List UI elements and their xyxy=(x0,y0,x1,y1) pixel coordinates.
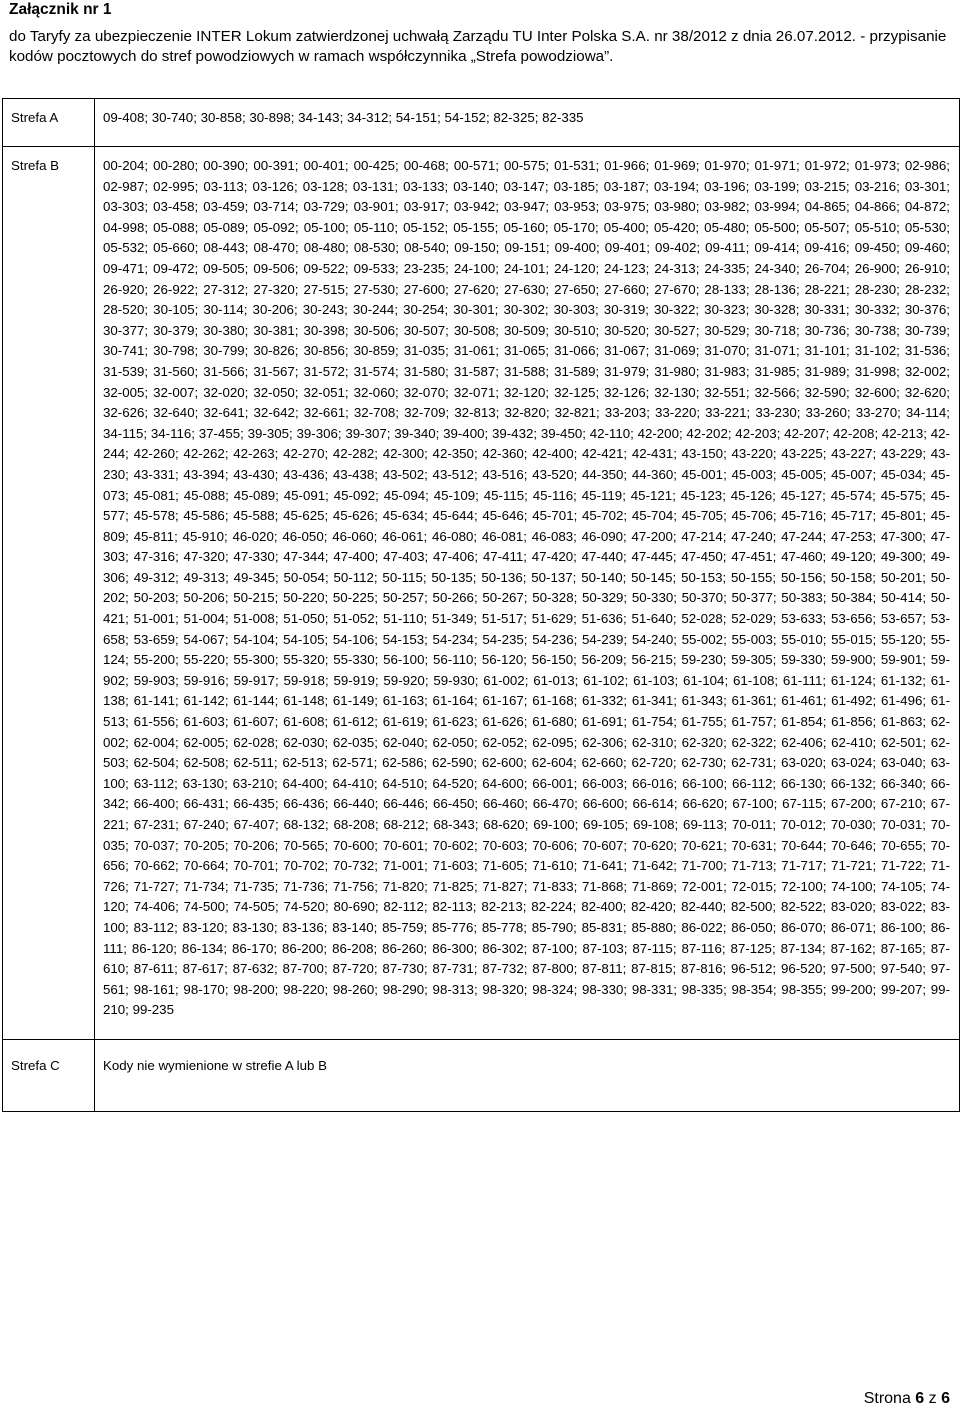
page-number-separator: z xyxy=(924,1390,942,1407)
document-subtitle: do Taryfy za ubezpieczenie INTER Lokum zatwierdzonej uchwałą Zarządu TU Inter Polska S.A. nr 38/2012 z dnia 26.07.2012. - przypisanie kodów pocztowych do stref powodziowych w ramach współczynnika „Strefa powodziowa”. xyxy=(9,28,947,65)
page-number xyxy=(864,1389,950,1409)
table-row-strefa-b xyxy=(3,147,960,1040)
zone-label-a: Strefa A xyxy=(3,99,95,147)
table-row-strefa-a xyxy=(3,99,960,147)
page-number-prefix: Strona xyxy=(863,1390,916,1407)
table-row-strefa-c xyxy=(3,1039,960,1111)
page-number-current: 6 xyxy=(915,1390,925,1407)
zone-codes-b: 00-204; 00-280; 00-390; 00-391; 00-401; 00-425; 00-468; 00-571; 00-575; 01-531; 01-966; 01-969; 01-970; 01-971; 01-972; 01-973; 02-986; 02-987; 02-995; 03-113; 03-126; 03-128; 03-131; 03-133; 03-140; 03-147; 03-185; 03-187; 03-194; 03-196; 03-199; 03-215; 03-216; 03-301; 03-303; 03-458; 03-459; 03-714; 03-729; 03-901; 03-917; 03-942; 03-947; 03-953; 03-975; 03-980; 03-982; 03-994; 04-865; 04-866; 04-872; 04-998; 05-088; 05-089; 05-092; 05-100; 05-110; 05-152; 05-155; 05-160; 05-170; 05-400; 05-420; 05-480; 05-500; 05-507; 05-510; 05-530; 05-532; 05-660; 08-443; 08-470; 08-480; 08-530; 08-540; 09-150; 09-151; 09-400; 09-401; 09-402; 09-411; 09-414; 09-416; 09-450; 09-460; 09-471; 09-472; 09-505; 09-506; 09-522; 09-533; 23-235; 24-100; 24-101; 24-120; 24-123; 24-313; 24-335; 24-340; 26-704; 26-900; 26-910; 26-920; 26-922; 27-312; 27-320; 27-515; 27-530; 27-600; 27-620; 27-630; 27-650; 27-660; 27-670; 28-133; 28-136; 28-221; 28-230; 28-232; 28-520; 30-105; 30-114; 30-206; 30-243; 30-244; 30-254; 30-301; 30-302; 30-303; 30-319; 30-322; 30-323; 30-328; 30-331; 30-332; 30-376; 30-377; 30-379; 30-380; 30-381; 30-398; 30-506; 30-507; 30-508; 30-509; 30-510; 30-520; 30-527; 30-529; 30-718; 30-736; 30-738; 30-739; 30-741; 30-798; 30-799; 30-826; 30-856; 30-859; 31-035; 31-061; 31-065; 31-066; 31-067; 31-069; 31-070; 31-071; 31-101; 31-102; 31-536; 31-539; 31-560; 31-566; 31-567; 31-572; 31-574; 31-580; 31-587; 31-588; 31-589; 31-979; 31-980; 31-983; 31-985; 31-989; 31-998; 32-002; 32-005; 32-007; 32-020; 32-050; 32-051; 32-060; 32-070; 32-071; 32-120; 32-125; 32-126; 32-130; 32-551; 32-566; 32-590; 32-600; 32-620; 32-626; 32-640; 32-641; 32-642; 32-661; 32-708; 32-709; 32-813; 32-820; 32-821; 33-203; 33-220; 33-221; 33-230; 33-260; 33-270; 34-114; 34-115; 34-116; 37-455; 39-305; 39-306; 39-307; 39-340; 39-400; 39-432; 39-450; 42-110; 42-200; 42-202; 42-203; 42-207; 42-208; 42-213; 42-244; 42-260; 42-262; 42-263; 42-270; 42-282; 42-300; 42-350; 42-360; 42-400; 42-421; 42-431; 43-150; 43-220; 43-225; 43-227; 43-229; 43-230; 43-331; 43-394; 43-430; 43-436; 43-438; 43-502; 43-512; 43-516; 43-520; 44-350; 44-360; 45-001; 45-003; 45-005; 45-007; 45-034; 45-073; 45-081; 45-088; 45-089; 45-091; 45-092; 45-094; 45-109; 45-115; 45-116; 45-119; 45-121; 45-123; 45-126; 45-127; 45-574; 45-575; 45-577; 45-578; 45-586; 45-588; 45-625; 45-626; 45-634; 45-644; 45-646; 45-701; 45-702; 45-704; 45-705; 45-706; 45-716; 45-717; 45-801; 45-809; 45-811; 45-910; 46-020; 46-050; 46-060; 46-061; 46-080; 46-081; 46-083; 46-090; 47-200; 47-214; 47-240; 47-244; 47-253; 47-300; 47-303; 47-316; 47-320; 47-330; 47-344; 47-400; 47-403; 47-406; 47-411; 47-420; 47-440; 47-445; 47-450; 47-451; 47-460; 49-120; 49-300; 49-306; 49-312; 49-313; 49-345; 50-054; 50-112; 50-115; 50-135; 50-136; 50-137; 50-140; 50-145; 50-153; 50-155; 50-156; 50-158; 50-201; 50-202; 50-203; 50-206; 50-215; 50-220; 50-225; 50-257; 50-266; 50-267; 50-328; 50-329; 50-330; 50-370; 50-377; 50-383; 50-384; 50-414; 50-421; 51-001; 51-004; 51-008; 51-050; 51-052; 51-110; 51-349; 51-517; 51-629; 51-636; 51-640; 52-028; 52-029; 53-633; 53-656; 53-657; 53-658; 53-659; 54-067; 54-104; 54-105; 54-106; 54-153; 54-234; 54-235; 54-236; 54-239; 54-240; 55-002; 55-003; 55-010; 55-015; 55-120; 55-124; 55-200; 55-220; 55-300; 55-320; 55-330; 56-100; 56-110; 56-120; 56-150; 56-209; 56-215; 59-230; 59-305; 59-330; 59-900; 59-901; 59-902; 59-903; 59-916; 59-917; 59-918; 59-919; 59-920; 59-930; 61-002; 61-013; 61-102; 61-103; 61-104; 61-108; 61-111; 61-124; 61-132; 61-138; 61-141; 61-142; 61-144; 61-148; 61-149; 61-163; 61-164; 61-167; 61-168; 61-332; 61-341; 61-343; 61-361; 61-461; 61-492; 61-496; 61-513; 61-556; 61-603; 61-607; 61-608; 61-612; 61-619; 61-623; 61-626; 61-680; 61-691; 61-754; 61-755; 61-757; 61-854; 61-856; 61-863; 62-002; 62-004; 62-005; 62-028; 62-030; 62-035; 62-040; 62-050; 62-052; 62-095; 62-306; 62-310; 62-320; 62-322; 62-406; 62-410; 62-501; 62-503; 62-504; 62-508; 62-511; 62-513; 62-571; 62-586; 62-590; 62-600; 62-604; 62-660; 62-720; 62-730; 62-731; 63-020; 63-024; 63-040; 63-100; 63-112; 63-130; 63-210; 64-400; 64-410; 64-510; 64-520; 64-600; 66-001; 66-003; 66-016; 66-100; 66-112; 66-130; 66-132; 66-340; 66-342; 66-400; 66-431; 66-435; 66-436; 66-440; 66-446; 66-450; 66-460; 66-470; 66-600; 66-614; 66-620; 67-100; 67-115; 67-200; 67-210; 67-221; 67-231; 67-240; 67-407; 68-132; 68-208; 68-212; 68-343; 68-620; 69-100; 69-105; 69-108; 69-113; 70-011; 70-012; 70-030; 70-031; 70-035; 70-037; 70-205; 70-206; 70-565; 70-600; 70-601; 70-602; 70-603; 70-606; 70-607; 70-620; 70-621; 70-631; 70-644; 70-646; 70-655; 70-656; 70-662; 70-664; 70-701; 70-702; 70-732; 71-001; 71-603; 71-605; 71-610; 71-641; 71-642; 71-700; 71-713; 71-717; 71-721; 71-722; 71-726; 71-727; 71-734; 71-735; 71-736; 71-756; 71-820; 71-825; 71-827; 71-833; 71-868; 71-869; 72-001; 72-015; 72-100; 74-100; 74-105; 74-120; 74-406; 74-500; 74-505; 74-520; 80-690; 82-112; 82-113; 82-213; 82-224; 82-400; 82-420; 82-440; 82-500; 82-522; 83-020; 83-022; 83-100; 83-112; 83-120; 83-130; 83-136; 83-140; 85-759; 85-776; 85-778; 85-790; 85-831; 85-880; 86-022; 86-050; 86-070; 86-071; 86-100; 86-111; 86-120; 86-134; 86-170; 86-200; 86-208; 86-260; 86-300; 86-302; 87-100; 87-103; 87-115; 87-116; 87-125; 87-134; 87-162; 87-165; 87-610; 87-611; 87-617; 87-632; 87-700; 87-720; 87-730; 87-731; 87-732; 87-800; 87-811; 87-815; 87-816; 96-512; 96-520; 97-500; 97-540; 97-561; 98-161; 98-170; 98-200; 98-220; 98-260; 98-290; 98-313; 98-320; 98-324; 98-330; 98-331; 98-335; 98-354; 98-355; 99-200; 99-207; 99-210; 99-235 xyxy=(95,147,960,1040)
zone-codes-a: 09-408; 30-740; 30-858; 30-898; 34-143; 34-312; 54-151; 54-152; 82-325; 82-335 xyxy=(95,99,960,147)
zone-label-c: Strefa C xyxy=(3,1039,95,1111)
zone-label-b: Strefa B xyxy=(3,147,95,1040)
page-title: Załącznik nr 1 xyxy=(9,1,112,18)
page-number-total: 6 xyxy=(941,1390,950,1407)
flood-zone-table xyxy=(2,98,960,1112)
zone-codes-c: Kody nie wymienione w strefie A lub B xyxy=(95,1039,960,1111)
